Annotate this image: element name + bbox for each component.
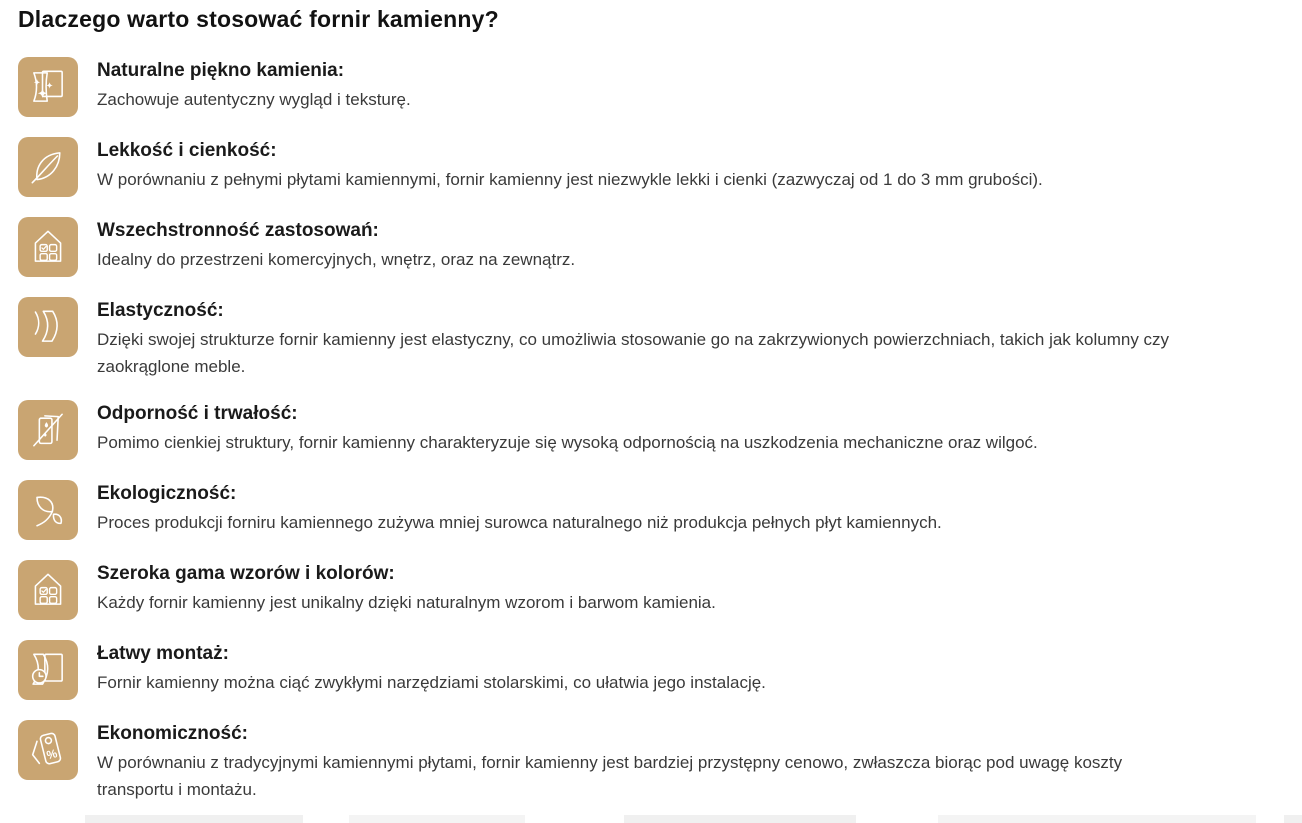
page-title: Dlaczego warto stosować fornir kamienny?: [18, 6, 499, 32]
benefit-icon-box: [18, 137, 78, 197]
benefit-title: Lekkość i cienkość:: [97, 140, 277, 161]
benefit-description: Idealny do przestrzeni komercyjnych, wnętrz, oraz na zewnątrz.: [97, 250, 576, 269]
benefit-title: Elastyczność:: [97, 300, 224, 321]
benefit-description: Pomimo cienkiej struktury, fornir kamienny charakteryzuje się wysoką odpornością na uszkodzenia mechaniczne oraz wilgoć.: [97, 433, 1038, 452]
benefit-item: [18, 640, 1284, 700]
benefit-title: Naturalne piękno kamienia:: [97, 60, 345, 81]
bottom-strip-segment: [938, 815, 1256, 823]
benefit-description: Zachowuje autentyczny wygląd i teksturę.: [97, 90, 411, 109]
benefit-item: [18, 720, 1284, 803]
water-resistant-icon: [26, 408, 70, 452]
benefit-title: Szeroka gama wzorów i kolorów:: [97, 563, 395, 584]
stone-sparkle-icon: [26, 65, 70, 109]
benefit-item: [18, 480, 1284, 540]
benefit-item: [18, 137, 1284, 197]
benefit-icon-box: [18, 560, 78, 620]
benefit-text: [97, 400, 1038, 456]
benefit-icon-box: [18, 57, 78, 117]
benefit-text: [97, 640, 766, 696]
benefits-list: [18, 57, 1284, 803]
benefit-text: [97, 217, 575, 273]
benefit-item: [18, 57, 1284, 117]
bottom-strip-segment: [349, 815, 525, 823]
benefit-icon-box: [18, 400, 78, 460]
benefit-icon-box: [18, 217, 78, 277]
benefit-icon-box: [18, 640, 78, 700]
benefit-text: [97, 297, 1202, 380]
benefit-icon-box: [18, 480, 78, 540]
leaf-icon: [26, 488, 70, 532]
benefit-item: [18, 217, 1284, 277]
benefit-title: Ekonomiczność:: [97, 723, 248, 744]
benefit-title: Wszechstronność zastosowań:: [97, 220, 379, 241]
feather-icon: [26, 145, 70, 189]
benefit-item: [18, 560, 1284, 620]
bottom-strip-segment: [624, 815, 856, 823]
benefit-text: [97, 480, 942, 536]
house-tiles-icon: [26, 225, 70, 269]
bottom-strip-segment: [85, 815, 303, 823]
house-tiles-icon: [26, 568, 70, 612]
benefit-description: Fornir kamienny można ciąć zwykłymi narzędziami stolarskimi, co ułatwia jego instalację.: [97, 673, 766, 692]
benefit-title: Ekologiczność:: [97, 483, 237, 504]
benefit-text: [97, 57, 411, 113]
benefit-item: [18, 400, 1284, 460]
benefit-description: Proces produkcji forniru kamiennego zużywa mniej surowca naturalnego niż produkcja pełnych płyt kamiennych.: [97, 513, 942, 532]
price-tag-icon: [26, 728, 70, 772]
benefit-title: Odporność i trwałość:: [97, 403, 298, 424]
bent-sheet-icon: [26, 305, 70, 349]
benefit-title: Łatwy montaż:: [97, 643, 229, 664]
benefit-text: [97, 137, 1043, 193]
benefit-text: [97, 720, 1202, 803]
benefit-description: Każdy fornir kamienny jest unikalny dzięki naturalnym wzorom i barwom kamienia.: [97, 593, 716, 612]
bottom-strip-segment: [1284, 815, 1302, 823]
benefit-icon-box: [18, 297, 78, 357]
clock-sheet-icon: [26, 648, 70, 692]
benefit-description: W porównaniu z tradycyjnymi kamiennymi płytami, fornir kamienny jest bardziej przystępny cenowo, zwłaszcza biorąc pod uwagę koszty transportu i montażu.: [97, 753, 1123, 799]
benefit-text: [97, 560, 716, 616]
below-fold-edge: [0, 815, 1302, 823]
benefit-description: W porównaniu z pełnymi płytami kamiennymi, fornir kamienny jest niezwykle lekki i cienki (zazwyczaj od 1 do 3 mm grubości).: [97, 170, 1043, 189]
benefit-item: [18, 297, 1284, 380]
benefit-description: Dzięki swojej strukturze fornir kamienny jest elastyczny, co umożliwia stosowanie go na zakrzywionych powierzchniach, takich jak kolumny czy zaokrąglone meble.: [97, 330, 1170, 376]
benefit-icon-box: [18, 720, 78, 780]
